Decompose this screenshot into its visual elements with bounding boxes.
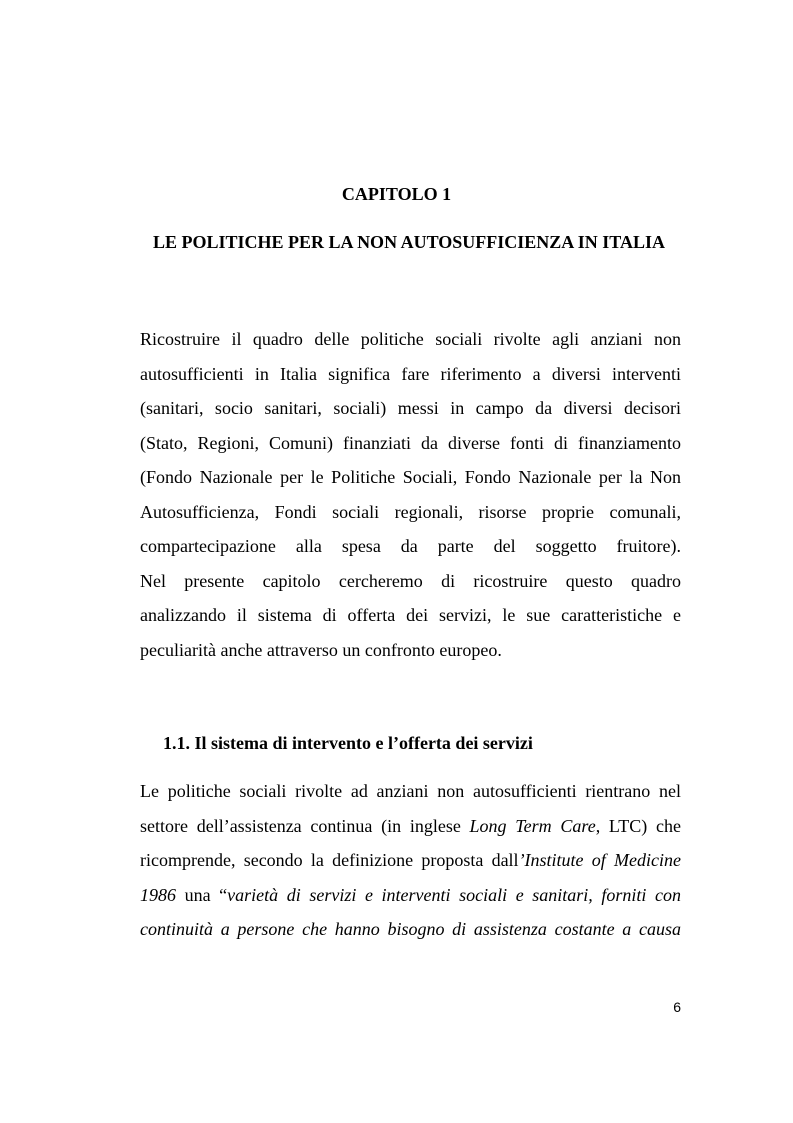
section-line <box>140 843 681 878</box>
intro-line: (Stato, Regioni, Comuni) finanziati da diverse fonti di finanziamento <box>140 432 681 453</box>
emphasis-quote: continuità a persone che hanno bisogno di assistenza costante a causa <box>140 919 681 939</box>
intro-line: analizzando il sistema di offerta dei servizi, le sue caratteristiche e <box>140 605 681 625</box>
page-number: 6 <box>673 999 681 1015</box>
section-line <box>140 912 681 947</box>
intro-line: peculiarità anche attraverso un confronto europeo. <box>140 639 502 660</box>
text-run: una “ <box>176 884 228 905</box>
section-line: Le politiche sociali rivolte ad anziani non autosufficienti rientrano nel <box>140 781 681 801</box>
emphasis-year: 1986 <box>140 884 176 905</box>
intro-line: Ricostruire il quadro delle politiche sociali rivolte agli anziani non <box>140 329 681 349</box>
emphasis-long-term-care: Long Term Care <box>469 815 596 836</box>
intro-paragraph <box>140 322 681 667</box>
intro-line: (Fondo Nazionale per le Politiche Sociali, Fondo Nazionale per la Non <box>140 467 681 487</box>
intro-line: Autosufficienza, Fondi sociali regionali, risorse proprie comunali, <box>140 501 681 522</box>
intro-line: autosufficienti in Italia significa fare riferimento a diversi interventi <box>140 363 681 384</box>
section-paragraph <box>140 774 681 947</box>
chapter-label: CAPITOLO 1 <box>341 184 452 204</box>
section-heading: 1.1. Il sistema di intervento e l’offerta dei servizi <box>163 733 533 753</box>
section-line <box>140 878 681 913</box>
emphasis-quote: varietà di servizi e interventi sociali e sanitari, forniti con <box>227 884 681 905</box>
text-run: , LTC) che <box>595 815 681 836</box>
emphasis-institute-of-medicine: ’Institute of Medicine <box>518 850 681 870</box>
intro-line: compartecipazione alla spesa da parte del soggetto fruitore). <box>140 536 681 556</box>
section-line <box>140 809 681 844</box>
text-run: settore dell’assistenza continua (in inglese <box>140 815 470 836</box>
intro-line: (sanitari, socio sanitari, sociali) messi in campo da diversi decisori <box>140 398 681 418</box>
text-run: ricomprende, secondo la definizione proposta dall <box>140 850 519 870</box>
chapter-title: LE POLITICHE PER LA NON AUTOSUFFICIENZA IN ITALIA <box>153 232 665 252</box>
intro-line: Nel presente capitolo cercheremo di ricostruire questo quadro <box>140 570 681 591</box>
